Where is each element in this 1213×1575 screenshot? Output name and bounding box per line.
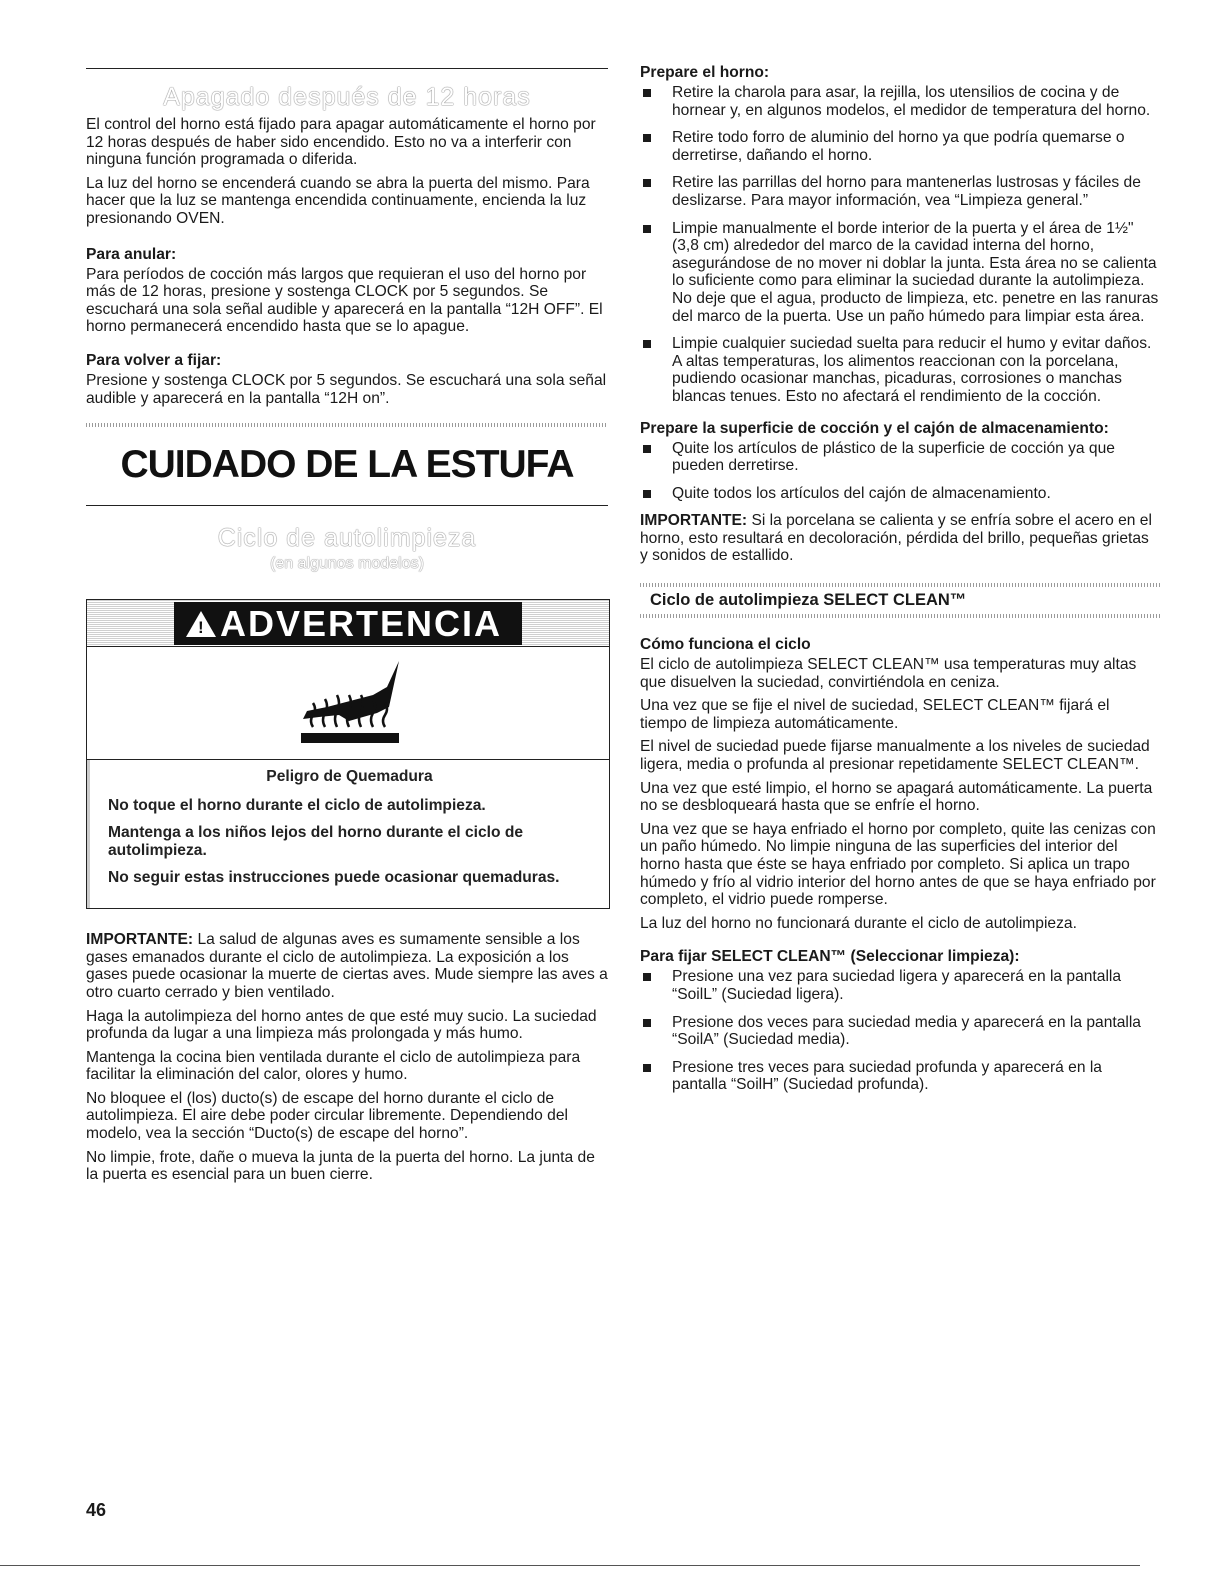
fijar-select-clean-list	[640, 968, 1160, 1094]
list-item: Presione una vez para suciedad ligera y aparecerá en la pantalla “SoilL” (Suciedad ligera).	[640, 968, 1160, 1003]
warning-triangle-icon: !	[186, 611, 216, 637]
section-rule	[86, 505, 608, 506]
prepare-superficie-list	[640, 440, 1160, 503]
no-limpie-paragraph: No limpie, frote, dañe o mueva la junta de la puerta del horno. La junta de la puerta es esencial para un buen cierre.	[86, 1148, 595, 1184]
como-paragraph-5: Una vez que se haya enfriado el horno por completo, quite las cenizas con un paño húmedo. No limpie ninguna de las superficies del interior del horno hasta que éste se haya enfriado por completo. Si aplica un trapo húmedo y frío al vidrio interior del horno antes de que se haya enfriado por completo, el vidrio puede romperse.	[640, 820, 1156, 909]
main-title: CUIDADO DE LA ESTUFA	[120, 443, 574, 487]
page-number: 46	[86, 1500, 107, 1520]
prepare-horno-list	[640, 84, 1160, 406]
warning-line-3: No seguir estas instrucciones puede ocasionar quemaduras.	[108, 869, 560, 887]
mantenga-paragraph: Mantenga la cocina bien ventilada durante el ciclo de autolimpieza para facilitar la eliminación del calor, olores y humo.	[86, 1048, 581, 1084]
left-column	[86, 60, 608, 1190]
importante-aves-paragraph	[86, 931, 608, 1001]
dotted-divider	[86, 423, 608, 427]
como-paragraph-3: El nivel de suciedad puede fijarse manualmente a los niveles de suciedad ligera, media o profunda al presionar repetidamente SELECT CLEAN™.	[640, 738, 1150, 774]
fijar-heading: Para volver a fijar:	[86, 351, 222, 369]
dotted-divider-bottom	[640, 614, 1160, 618]
list-item: Presione dos veces para suciedad media y aparecerá en la pantalla “SoilA” (Suciedad media).	[640, 1014, 1160, 1049]
warning-banner	[174, 602, 522, 645]
list-item: Retire las parrillas del horno para mantenerlas lustrosas y fáciles de deslizarse. Para mayor información, vea “Limpieza general.”	[640, 174, 1160, 209]
warning-body	[87, 760, 609, 908]
importante-text-right: Si la porcelana se calienta y se enfría sobre el acero en el horno, esto resultará en decoloración, pérdida del brillo, pequeñas grietas y sonidos de estallido.	[640, 512, 1152, 565]
prepare-superficie-heading: Prepare la superficie de cocción y el cajón de almacenamiento:	[640, 419, 1109, 437]
top-rule	[86, 68, 608, 69]
anular-heading: Para anular:	[86, 245, 177, 263]
list-item: Presione tres veces para suciedad profunda y aparecerá en la pantalla “SoilH” (Suciedad profunda).	[640, 1059, 1160, 1094]
burn-hazard-icon	[87, 647, 609, 760]
apagado-paragraph-2: La luz del horno se encenderá cuando se abra la puerta del mismo. Para hacer que la luz se mantenga encendida continuamente, encienda la luz presionando OVEN.	[86, 174, 590, 227]
haga-paragraph: Haga la autolimpieza del horno antes de que esté muy sucio. La suciedad profunda da lugar a una limpieza más prolongada y más humo.	[86, 1007, 597, 1043]
fijar-paragraph: Presione y sostenga CLOCK por 5 segundos. Se escuchará una sola señal audible y aparecerá en la pantalla “12H on”.	[86, 371, 607, 407]
apagado-paragraph-1: El control del horno está fijado para apagar automáticamente el horno por 12 horas después de haber sido encendido. Esto no va a interferir con ninguna función programada o diferida.	[86, 116, 596, 169]
como-paragraph-4: Una vez que esté limpio, el horno se apagará automáticamente. La puerta no se desbloqueará hasta que se enfríe el horno.	[640, 779, 1153, 815]
list-item: Retire la charola para asar, la rejilla, los utensilios de cocina y de hornear y, en algunos modelos, el medidor de temperatura del horno.	[640, 84, 1160, 119]
no-bloquee-paragraph: No bloquee el (los) ducto(s) de escape del horno durante el ciclo de autolimpieza. El aire debe poder circular libremente. Dependiendo del modelo, vea la sección “Ducto(s) de escape del horno”.	[86, 1089, 568, 1143]
prepare-horno-heading: Prepare el horno:	[640, 64, 770, 81]
anular-paragraph: Para períodos de cocción más largos que requieran el uso del horno por más de 12 horas, presione y sostenga CLOCK por 5 segundos. Se escuchará una sola señal audible y aparecerá en la pantalla “12H OFF”. El horno permanecerá encendido hasta que se lo apague.	[86, 265, 603, 336]
como-paragraph-2: Una vez que se fije el nivel de suciedad, SELECT CLEAN™ fijará el tiempo de limpieza automáticamente.	[640, 697, 1110, 732]
importante-porcelana-paragraph	[640, 512, 1160, 565]
como-paragraph-6: La luz del horno no funcionará durante el ciclo de autolimpieza.	[640, 914, 1077, 932]
list-item: Limpie manualmente el borde interior de la puerta y el área de 1½" (3,8 cm) alrededor del marco de la cavidad interna del horno, asegurándose de no mover ni doblar la junta. Esta área no se calienta lo suficiente como para eliminar la suciedad durante la autolimpieza. No deje que el agua, producto de limpieza, etc. penetre en las ranuras del marco de la puerta. Use un paño húmedo para limpiar esta área.	[640, 220, 1160, 326]
fijar-select-clean-heading: Para fijar SELECT CLEAN™ (Seleccionar limpieza):	[640, 948, 1020, 966]
como-paragraph-1: El ciclo de autolimpieza SELECT CLEAN™ usa temperaturas muy altas que disuelven la suciedad, convirtiéndola en ceniza.	[640, 656, 1137, 691]
right-column	[640, 60, 1160, 1104]
ciclo-subtitle: (en algunos modelos)	[270, 555, 424, 573]
warning-line-1: No toque el horno durante el ciclo de autolimpieza.	[108, 797, 486, 815]
ciclo-title: Ciclo de autolimpieza	[217, 524, 477, 553]
list-item: Quite todos los artículos del cajón de almacenamiento.	[640, 485, 1160, 503]
importante-label: IMPORTANTE:	[86, 931, 194, 949]
select-clean-heading: Ciclo de autolimpieza SELECT CLEAN™	[650, 591, 967, 610]
burn-hazard-title: Peligro de Quemadura	[266, 768, 433, 786]
warning-box	[86, 599, 610, 909]
importante-label-right: IMPORTANTE:	[640, 512, 748, 530]
list-item: Quite los artículos de plástico de la superficie de cocción ya que pueden derretirse.	[640, 440, 1160, 475]
warning-line-2: Mantenga a los niños lejos del horno durante el ciclo de autolimpieza.	[108, 824, 524, 860]
como-funciona-heading: Cómo funciona el ciclo	[640, 636, 811, 654]
list-item: Retire todo forro de aluminio del horno ya que podría quemarse o derretirse, dañando el horno.	[640, 129, 1160, 164]
warning-banner-text: ADVERTENCIA	[219, 602, 502, 644]
bottom-rule	[0, 1565, 1140, 1566]
importante-text: La salud de algunas aves es sumamente sensible a los gases emanados durante el ciclo de autolimpieza. La exposición a los gases puede ocasionar la muerte de ciertas aves. Mude siempre las aves a otro cuarto cerrado y bien ventilado.	[86, 931, 608, 1001]
warning-header	[87, 600, 609, 647]
list-item: Limpie cualquier suciedad suelta para reducir el humo y evitar daños. A altas temperaturas, los alimentos reaccionan con la porcelana, pudiendo ocasionar manchas, picaduras, corrosiones o manchas blancas tenues. Esto no afectará el rendimiento de la cocción.	[640, 335, 1160, 405]
apagado-title: Apagado después de 12 horas	[163, 83, 531, 111]
